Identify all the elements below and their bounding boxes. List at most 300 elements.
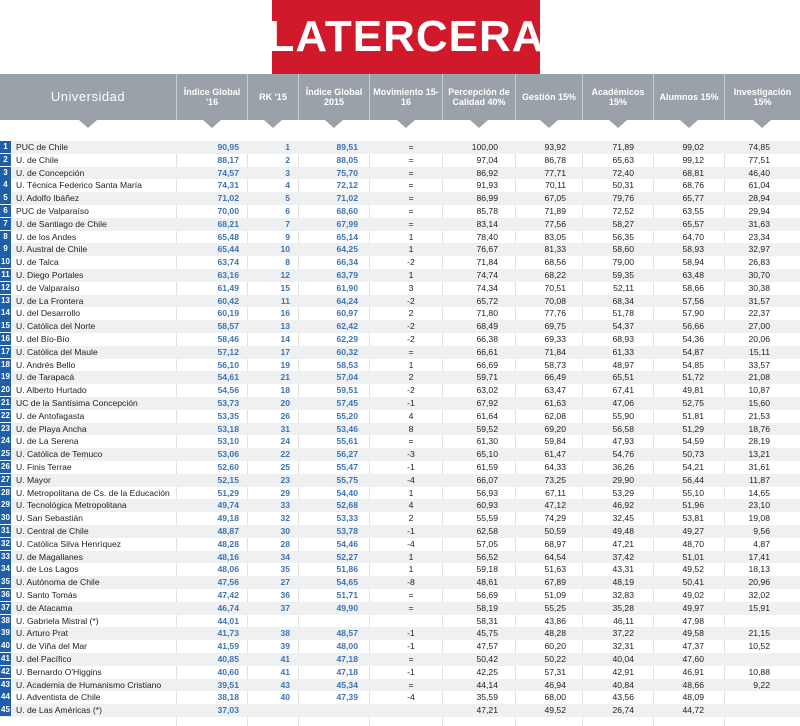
indice-global-16-cell: 74,31 bbox=[217, 180, 239, 191]
rank-badge: 3 bbox=[0, 167, 11, 179]
movimiento-cell: = bbox=[408, 602, 414, 613]
pointer-arrow bbox=[264, 120, 282, 128]
indice-global-2015-cell: 47,18 bbox=[336, 654, 358, 664]
gestion-cell: 77,56 bbox=[544, 218, 566, 229]
percepcion-calidad-cell: 59,18 bbox=[476, 564, 498, 575]
percepcion-calidad-cell: 67,92 bbox=[476, 398, 498, 408]
university-name-cell: U. de Magallanes bbox=[16, 551, 83, 562]
gestion-cell: 69,20 bbox=[544, 423, 566, 434]
rk-15-cell: 13 bbox=[280, 321, 290, 332]
alumnos-cell: 48,09 bbox=[682, 692, 704, 703]
indice-global-2015-cell: 68,60 bbox=[336, 206, 358, 216]
rank-badge: 28 bbox=[0, 487, 11, 499]
movimiento-cell: -1 bbox=[407, 526, 415, 536]
indice-global-2015-cell: 52,68 bbox=[336, 500, 358, 511]
percepcion-calidad-cell: 74,34 bbox=[476, 282, 498, 293]
movimiento-cell: -4 bbox=[407, 692, 415, 703]
academicos-cell: 79,76 bbox=[612, 193, 634, 204]
rank-badge: 16 bbox=[0, 333, 11, 345]
investigacion-cell: 33,57 bbox=[748, 359, 770, 370]
alumnos-cell: 54,36 bbox=[682, 334, 704, 344]
academicos-cell: 72,52 bbox=[612, 206, 634, 216]
rank-badge: 7 bbox=[0, 218, 11, 230]
investigacion-cell: 20,96 bbox=[748, 577, 770, 588]
academicos-cell: 50,31 bbox=[612, 180, 634, 191]
university-name-cell: U. de Atacama bbox=[16, 602, 73, 613]
investigacion-cell: 23,10 bbox=[748, 500, 770, 511]
indice-global-2015-cell: 65,14 bbox=[336, 231, 358, 242]
indice-global-16-cell: 88,17 bbox=[217, 154, 239, 165]
rank-badge: 24 bbox=[0, 435, 11, 447]
percepcion-calidad-cell: 56,93 bbox=[476, 487, 498, 498]
university-name-cell: U. de Tarapacá bbox=[16, 372, 75, 383]
indice-global-2015-cell: 48,57 bbox=[336, 628, 358, 639]
alumnos-cell: 50,41 bbox=[682, 577, 704, 588]
gestion-cell: 71,89 bbox=[544, 206, 566, 216]
rk-15-cell: 22 bbox=[280, 449, 290, 460]
indice-global-16-cell: 65,44 bbox=[217, 244, 239, 255]
percepcion-calidad-cell: 57,05 bbox=[476, 538, 498, 549]
movimiento-cell: -2 bbox=[407, 385, 415, 396]
indice-global-16-cell: 53,06 bbox=[217, 449, 239, 460]
header-academicos: Académicos 15% bbox=[591, 87, 645, 107]
indice-global-16-cell: 58,46 bbox=[217, 334, 239, 344]
alumnos-cell: 49,58 bbox=[682, 628, 704, 639]
table-row bbox=[0, 538, 800, 551]
indice-global-16-cell: 63,16 bbox=[217, 270, 239, 280]
indice-global-16-cell: 40,60 bbox=[217, 666, 239, 677]
table-row bbox=[0, 192, 800, 205]
investigacion-cell: 21,53 bbox=[748, 410, 770, 421]
movimiento-cell: = bbox=[408, 654, 414, 664]
rank-badge: 22 bbox=[0, 410, 11, 422]
table-row bbox=[0, 474, 800, 487]
indice-global-2015-cell: 54,65 bbox=[336, 577, 358, 588]
rk-15-cell: 37 bbox=[280, 602, 290, 613]
rank-badge: 37 bbox=[0, 602, 11, 614]
university-name-cell: U. Arturo Prat bbox=[16, 628, 69, 639]
header-alumnos: Alumnos 15% bbox=[659, 92, 719, 102]
table-row bbox=[0, 551, 800, 564]
indice-global-2015-cell: 48,00 bbox=[336, 641, 358, 652]
rk-15-cell: 10 bbox=[280, 244, 290, 255]
rank-badge: 9 bbox=[0, 243, 11, 255]
rank-badge: 29 bbox=[0, 499, 11, 511]
university-name-cell: U. de Talca bbox=[16, 257, 59, 268]
indice-global-2015-cell: 51,86 bbox=[336, 564, 358, 575]
alumnos-cell: 55,10 bbox=[682, 487, 704, 498]
movimiento-cell: = bbox=[408, 206, 414, 216]
gestion-cell: 48,28 bbox=[544, 628, 566, 639]
gestion-cell: 68,00 bbox=[544, 692, 566, 703]
academicos-cell: 71,89 bbox=[612, 142, 634, 152]
pointer-arrow bbox=[609, 120, 627, 128]
academicos-cell: 47,21 bbox=[612, 538, 634, 549]
indice-global-16-cell: 71,02 bbox=[217, 193, 239, 204]
academicos-cell: 79,00 bbox=[612, 257, 634, 268]
table-row bbox=[0, 410, 800, 423]
percepcion-calidad-cell: 66,69 bbox=[476, 359, 498, 370]
rank-badge: 4 bbox=[0, 179, 11, 191]
gestion-cell: 64,54 bbox=[544, 551, 566, 562]
table-row bbox=[0, 295, 800, 308]
indice-global-2015-cell: 88,05 bbox=[336, 154, 358, 165]
rk-15-cell: 26 bbox=[280, 410, 290, 421]
indice-global-2015-cell: 55,61 bbox=[336, 436, 358, 447]
university-name-cell: PUC de Valparaíso bbox=[16, 206, 89, 216]
table-row bbox=[0, 282, 800, 295]
academicos-cell: 53,29 bbox=[612, 487, 634, 498]
indice-global-16-cell: 56,10 bbox=[217, 359, 239, 370]
investigacion-cell: 32,97 bbox=[748, 244, 770, 255]
percepcion-calidad-cell: 59,52 bbox=[476, 423, 498, 434]
pointer-arrow bbox=[753, 120, 771, 128]
percepcion-calidad-cell: 86,92 bbox=[476, 167, 498, 178]
academicos-cell: 37,22 bbox=[612, 628, 634, 639]
investigacion-cell: 31,63 bbox=[748, 218, 770, 229]
university-name-cell: UC de la Santísima Concepción bbox=[16, 398, 138, 408]
academicos-cell: 65,51 bbox=[612, 372, 634, 383]
movimiento-cell: 1 bbox=[408, 487, 414, 498]
investigacion-cell: 17,41 bbox=[748, 551, 770, 562]
percepcion-calidad-cell: 61,59 bbox=[476, 462, 498, 472]
table-row bbox=[0, 384, 800, 397]
alumnos-cell: 48,70 bbox=[682, 538, 704, 549]
percepcion-calidad-cell: 76,67 bbox=[476, 244, 498, 255]
investigacion-cell: 27,00 bbox=[748, 321, 770, 332]
rk-15-cell: 31 bbox=[280, 423, 290, 434]
movimiento-cell: 1 bbox=[408, 564, 414, 575]
gestion-cell: 46,94 bbox=[544, 679, 566, 690]
movimiento-cell: 1 bbox=[408, 270, 414, 280]
indice-global-16-cell: 48,06 bbox=[217, 564, 239, 575]
rank-badge: 33 bbox=[0, 551, 11, 563]
university-name-cell: U. Santo Tomás bbox=[16, 590, 77, 600]
investigacion-cell: 74,85 bbox=[748, 142, 770, 152]
gestion-cell: 67,11 bbox=[545, 487, 566, 498]
movimiento-cell: = bbox=[408, 218, 414, 229]
alumnos-cell: 99,12 bbox=[682, 154, 704, 165]
gestion-cell: 58,73 bbox=[544, 359, 566, 370]
movimiento-cell: 2 bbox=[408, 308, 414, 319]
academicos-cell: 65,63 bbox=[612, 154, 634, 165]
academicos-cell: 32,31 bbox=[612, 641, 634, 652]
alumnos-cell: 46,91 bbox=[682, 666, 704, 677]
rk-15-cell: 40 bbox=[280, 692, 290, 703]
header-rk-15: RK '15 bbox=[259, 92, 287, 102]
rk-15-cell: 4 bbox=[285, 180, 290, 191]
movimiento-cell: 2 bbox=[408, 372, 414, 383]
table-row bbox=[0, 218, 800, 231]
indice-global-16-cell: 90,95 bbox=[217, 142, 239, 152]
indice-global-16-cell: 70,00 bbox=[217, 206, 239, 216]
investigacion-cell: 18,13 bbox=[748, 564, 770, 575]
percepcion-calidad-cell: 63,02 bbox=[476, 385, 498, 396]
rank-badge: 15 bbox=[0, 320, 11, 332]
percepcion-calidad-cell: 61,64 bbox=[476, 410, 498, 421]
alumnos-cell: 54,87 bbox=[682, 346, 704, 357]
academicos-cell: 52,11 bbox=[613, 282, 634, 293]
indice-global-16-cell: 44,01 bbox=[217, 615, 239, 626]
academicos-cell: 68,34 bbox=[612, 295, 634, 306]
gestion-cell: 62,08 bbox=[544, 410, 566, 421]
investigacion-cell: 19,08 bbox=[748, 513, 770, 524]
movimiento-cell: 1 bbox=[408, 551, 414, 562]
alumnos-cell: 58,94 bbox=[682, 257, 704, 268]
rk-15-cell: 3 bbox=[285, 167, 290, 178]
investigacion-cell: 21,15 bbox=[748, 628, 770, 639]
percepcion-calidad-cell: 74,74 bbox=[476, 270, 498, 280]
academicos-cell: 68,93 bbox=[612, 334, 634, 344]
table-row bbox=[0, 487, 800, 500]
indice-global-2015-cell: 56,27 bbox=[336, 449, 358, 460]
alumnos-cell: 51,72 bbox=[682, 372, 704, 383]
rk-15-cell: 6 bbox=[285, 206, 290, 216]
movimiento-cell: -2 bbox=[407, 295, 415, 306]
percepcion-calidad-cell: 58,19 bbox=[476, 602, 498, 613]
movimiento-cell: 1 bbox=[408, 244, 414, 255]
academicos-cell: 35,28 bbox=[612, 602, 634, 613]
academicos-cell: 46,11 bbox=[613, 615, 634, 626]
rk-15-cell: 32 bbox=[280, 513, 290, 524]
university-name-cell: U. del Desarrollo bbox=[16, 308, 80, 319]
table-row bbox=[0, 704, 800, 717]
indice-global-2015-cell: 57,45 bbox=[336, 398, 358, 408]
rank-badge: 13 bbox=[0, 295, 11, 307]
table-row bbox=[0, 627, 800, 640]
rank-badge: 12 bbox=[0, 282, 11, 294]
university-name-cell: U. de Concepción bbox=[16, 167, 85, 178]
investigacion-cell: 28,94 bbox=[748, 193, 770, 204]
indice-global-2015-cell: 55,20 bbox=[336, 410, 358, 421]
indice-global-16-cell: 52,60 bbox=[217, 462, 239, 472]
rank-badge: 44 bbox=[0, 691, 11, 703]
gestion-cell: 61,63 bbox=[544, 398, 566, 408]
alumnos-cell: 47,37 bbox=[682, 641, 704, 652]
rk-15-cell: 8 bbox=[285, 257, 290, 268]
movimiento-cell: 8 bbox=[408, 423, 414, 434]
indice-global-16-cell: 47,56 bbox=[217, 577, 239, 588]
gestion-cell: 47,12 bbox=[544, 500, 566, 511]
university-name-cell: U. Austral de Chile bbox=[16, 244, 88, 255]
percepcion-calidad-cell: 61,30 bbox=[476, 436, 498, 447]
alumnos-cell: 51,81 bbox=[682, 410, 704, 421]
academicos-cell: 40,84 bbox=[612, 679, 634, 690]
rank-badge: 11 bbox=[0, 269, 11, 281]
investigacion-cell: 10,87 bbox=[748, 385, 770, 396]
indice-global-16-cell: 37,03 bbox=[217, 705, 239, 716]
indice-global-2015-cell: 62,29 bbox=[336, 334, 358, 344]
rank-badge: 20 bbox=[0, 384, 11, 396]
percepcion-calidad-cell: 50,42 bbox=[476, 654, 498, 664]
academicos-cell: 51,78 bbox=[612, 308, 634, 319]
header-indice-global-16: Índice Global '16 bbox=[183, 87, 241, 107]
investigacion-cell: 20,06 bbox=[748, 334, 770, 344]
rk-15-cell: 15 bbox=[280, 282, 290, 293]
university-name-cell: U. Academia de Humanismo Cristiano bbox=[16, 679, 162, 690]
gestion-cell: 71,84 bbox=[544, 346, 566, 357]
table-row bbox=[0, 307, 800, 320]
investigacion-cell: 15,91 bbox=[748, 602, 770, 613]
table-row bbox=[0, 512, 800, 525]
percepcion-calidad-cell: 47,57 bbox=[476, 641, 498, 652]
table-row bbox=[0, 205, 800, 218]
indice-global-16-cell: 53,35 bbox=[217, 410, 239, 421]
rank-badge: 34 bbox=[0, 563, 11, 575]
gestion-cell: 50,22 bbox=[544, 654, 566, 664]
table-row bbox=[0, 640, 800, 653]
indice-global-2015-cell: 58,53 bbox=[336, 359, 358, 370]
movimiento-cell: -3 bbox=[407, 449, 415, 460]
rk-15-cell: 34 bbox=[280, 551, 290, 562]
percepcion-calidad-cell: 56,69 bbox=[476, 590, 498, 600]
rk-15-cell: 36 bbox=[280, 590, 290, 600]
movimiento-cell: = bbox=[408, 154, 414, 165]
percepcion-calidad-cell: 68,49 bbox=[476, 321, 498, 332]
indice-global-2015-cell: 75,70 bbox=[336, 167, 358, 178]
percepcion-calidad-cell: 66,07 bbox=[476, 474, 498, 485]
table-row bbox=[0, 359, 800, 372]
gestion-cell: 55,25 bbox=[544, 602, 566, 613]
movimiento-cell: -1 bbox=[407, 641, 415, 652]
rank-badge: 19 bbox=[0, 371, 11, 383]
gestion-cell: 66,49 bbox=[544, 372, 566, 383]
rank-badge: 21 bbox=[0, 397, 11, 409]
academicos-cell: 54,76 bbox=[612, 449, 634, 460]
indice-global-2015-cell: 55,75 bbox=[336, 474, 358, 485]
indice-global-2015-cell: 53,33 bbox=[336, 513, 358, 524]
alumnos-cell: 50,73 bbox=[682, 449, 704, 460]
rank-badge: 32 bbox=[0, 538, 11, 550]
university-name-cell: U. Finis Terrae bbox=[16, 462, 72, 472]
university-name-cell: U. de Chile bbox=[16, 154, 59, 165]
alumnos-cell: 51,96 bbox=[682, 500, 704, 511]
university-name-cell: U. Autónoma de Chile bbox=[16, 577, 100, 588]
percepcion-calidad-cell: 86,99 bbox=[476, 193, 498, 204]
investigacion-cell: 18,76 bbox=[748, 423, 770, 434]
university-name-cell: U. Católica del Maule bbox=[16, 346, 98, 357]
academicos-cell: 48,97 bbox=[612, 359, 634, 370]
alumnos-cell: 68,76 bbox=[682, 180, 704, 191]
rank-badge: 42 bbox=[0, 666, 11, 678]
university-name-cell: U. Adventista de Chile bbox=[16, 692, 101, 703]
masthead bbox=[0, 0, 800, 74]
percepcion-calidad-cell: 42,25 bbox=[476, 666, 498, 677]
movimiento-cell: = bbox=[408, 142, 414, 152]
percepcion-calidad-cell: 66,38 bbox=[476, 334, 498, 344]
academicos-cell: 47,93 bbox=[612, 436, 634, 447]
indice-global-2015-cell: 63,79 bbox=[336, 270, 358, 280]
gestion-cell: 43,86 bbox=[544, 615, 566, 626]
gestion-cell: 73,25 bbox=[544, 474, 566, 485]
alumnos-cell: 51,01 bbox=[682, 551, 704, 562]
gestion-cell: 49,52 bbox=[544, 705, 566, 716]
investigacion-cell: 30,38 bbox=[748, 282, 770, 293]
gestion-cell: 67,05 bbox=[544, 193, 566, 204]
indice-global-2015-cell: 57,04 bbox=[336, 372, 358, 383]
table-row bbox=[0, 269, 800, 282]
university-name-cell: U. de los Andes bbox=[16, 231, 77, 242]
university-name-cell: U. Tecnológica Metropolitana bbox=[16, 500, 127, 511]
university-name-cell: U. Alberto Hurtado bbox=[16, 385, 87, 396]
header-universidad: Universidad bbox=[50, 89, 126, 104]
indice-global-16-cell: 49,18 bbox=[217, 513, 239, 524]
percepcion-calidad-cell: 58,31 bbox=[476, 615, 498, 626]
gestion-cell: 61,47 bbox=[544, 449, 566, 460]
alumnos-cell: 47,60 bbox=[682, 654, 704, 664]
movimiento-cell: = bbox=[408, 180, 414, 191]
table-row bbox=[0, 563, 800, 576]
university-name-cell: U. de Valparaíso bbox=[16, 282, 80, 293]
percepcion-calidad-cell: 65,10 bbox=[476, 449, 498, 460]
table-row bbox=[0, 333, 800, 346]
rank-badge: 14 bbox=[0, 307, 11, 319]
rk-15-cell: 12 bbox=[280, 270, 290, 280]
gestion-cell: 69,75 bbox=[544, 321, 566, 332]
movimiento-cell: = bbox=[408, 679, 414, 690]
rk-15-cell: 9 bbox=[285, 231, 290, 242]
indice-global-16-cell: 52,15 bbox=[217, 474, 239, 485]
indice-global-2015-cell: 53,46 bbox=[336, 423, 358, 434]
alumnos-cell: 56,44 bbox=[682, 474, 704, 485]
indice-global-2015-cell: 54,40 bbox=[336, 487, 358, 498]
university-name-cell: U. Bernardo O'Higgins bbox=[16, 666, 102, 677]
indice-global-2015-cell: 54,46 bbox=[336, 538, 358, 549]
indice-global-16-cell: 74,57 bbox=[217, 167, 239, 178]
movimiento-cell: = bbox=[408, 436, 414, 447]
table-row bbox=[0, 346, 800, 359]
rk-15-cell: 23 bbox=[280, 474, 290, 485]
rank-badge: 1 bbox=[0, 141, 11, 153]
alumnos-cell: 54,21 bbox=[682, 462, 704, 472]
university-name-cell: U. Adolfo Ibáñez bbox=[16, 193, 80, 204]
alumnos-cell: 63,48 bbox=[682, 270, 704, 280]
indice-global-16-cell: 57,12 bbox=[217, 346, 239, 357]
alumnos-cell: 51,29 bbox=[682, 423, 704, 434]
rk-15-cell: 17 bbox=[280, 346, 290, 357]
investigacion-cell: 26,83 bbox=[748, 257, 770, 268]
rank-badge: 27 bbox=[0, 474, 11, 486]
movimiento-cell: = bbox=[408, 590, 414, 600]
investigacion-cell: 46,40 bbox=[748, 167, 770, 178]
gestion-cell: 51,63 bbox=[544, 564, 566, 575]
investigacion-cell: 30,70 bbox=[748, 270, 770, 280]
indice-global-16-cell: 63,74 bbox=[217, 257, 239, 268]
header-investigacion: Investigación 15% bbox=[733, 87, 792, 107]
indice-global-2015-cell: 52,27 bbox=[336, 551, 358, 562]
table-row bbox=[0, 371, 800, 384]
university-name-cell: U. de Playa Ancha bbox=[16, 423, 87, 434]
percepcion-calidad-cell: 71,80 bbox=[476, 308, 498, 319]
rk-15-cell: 11 bbox=[280, 295, 290, 306]
rk-15-cell: 16 bbox=[280, 308, 290, 319]
table-row bbox=[0, 653, 800, 666]
pointer-arrow bbox=[680, 120, 698, 128]
percepcion-calidad-cell: 47,21 bbox=[476, 705, 498, 716]
university-name-cell: U. Central de Chile bbox=[16, 526, 89, 536]
percepcion-calidad-cell: 56,52 bbox=[476, 551, 498, 562]
academicos-cell: 43,56 bbox=[612, 692, 634, 703]
indice-global-2015-cell: 59,51 bbox=[336, 385, 358, 396]
academicos-cell: 58,27 bbox=[612, 218, 634, 229]
table-row bbox=[0, 666, 800, 679]
gestion-cell: 64,33 bbox=[544, 462, 566, 472]
alumnos-cell: 68,81 bbox=[682, 167, 704, 178]
university-name-cell: U. de Las Américas (*) bbox=[16, 705, 102, 716]
rk-15-cell: 35 bbox=[280, 564, 290, 575]
academicos-cell: 29,90 bbox=[612, 474, 634, 485]
academicos-cell: 37,42 bbox=[612, 551, 634, 562]
